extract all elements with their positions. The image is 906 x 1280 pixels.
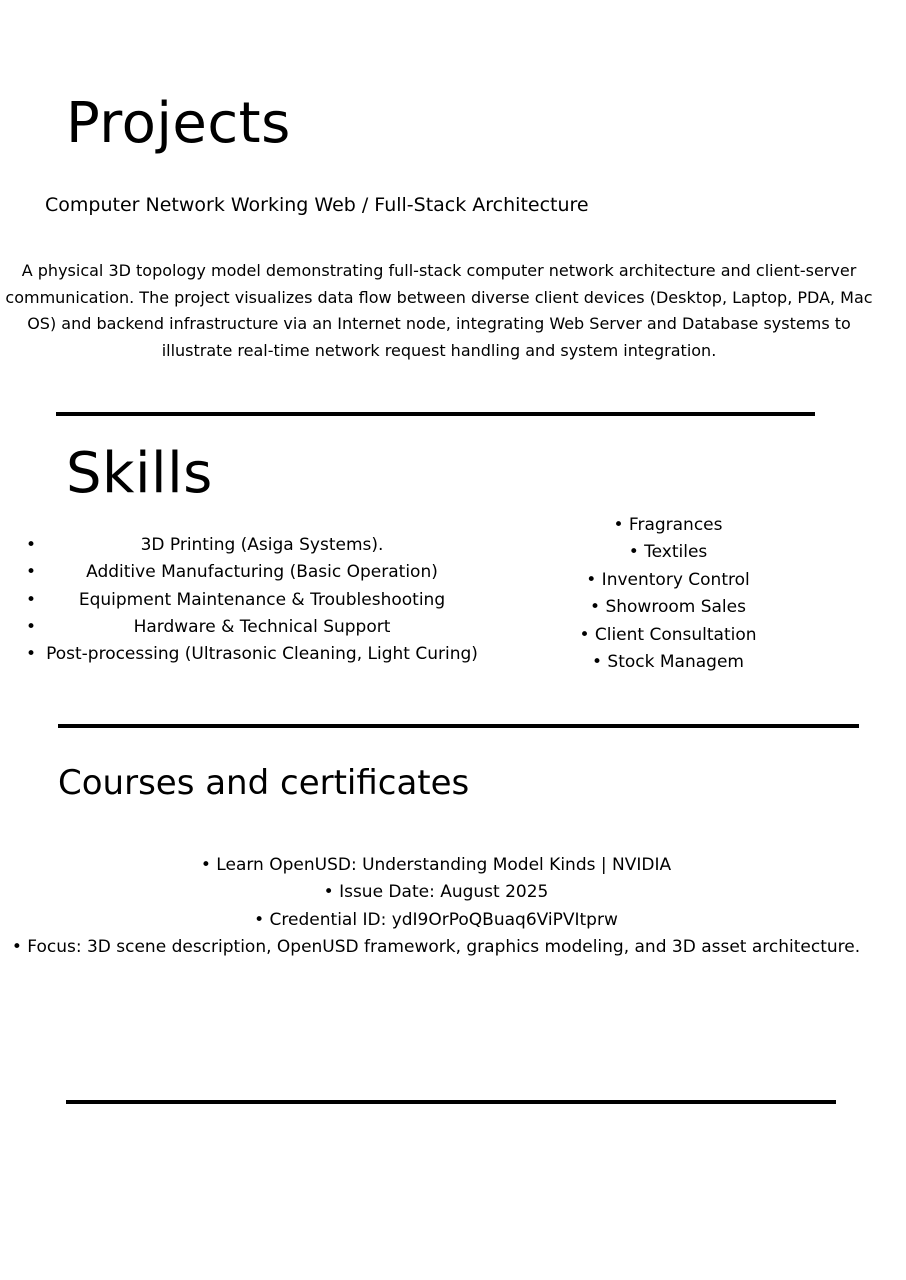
list-item: • Post-processing (Ultrasonic Cleaning, Light Curing) <box>20 641 490 668</box>
list-item: • Additive Manufacturing (Basic Operation) <box>20 559 490 586</box>
retail-skills-list <box>548 512 788 676</box>
project-subtitle: Computer Network Working Web / Full-Stack Architecture <box>45 194 589 216</box>
section-divider <box>66 1100 836 1104</box>
courses-list <box>0 852 872 961</box>
bullet-icon: • <box>26 616 37 637</box>
bullet-icon: • <box>26 589 37 610</box>
list-item: • Credential ID: ydI9OrPoQBuaq6ViPVItprw <box>254 909 618 930</box>
bullet-icon: • <box>26 644 37 665</box>
courses-heading: Courses and certificates <box>58 763 470 803</box>
list-item: • Learn OpenUSD: Understanding Model Kinds | NVIDIA <box>200 855 672 875</box>
list-item: • Inventory Control <box>586 569 750 590</box>
list-item: • Fragrances <box>613 515 723 535</box>
section-divider <box>56 412 815 416</box>
technical-skills-list <box>20 532 490 668</box>
list-item: • Focus: 3D scene description, OpenUSD framework, graphics modeling, and 3D asset architecture. <box>11 936 861 957</box>
bullet-icon: • <box>26 562 37 583</box>
list-item: • Showroom Sales <box>590 597 746 618</box>
list-item: • Issue Date: August 2025 <box>323 882 549 903</box>
list-item: • Stock Managem <box>592 652 744 673</box>
project-description: A physical 3D topology model demonstrating full-stack computer network architecture and client-server communication. The project visualizes data flow between diverse client devices (Desktop, Laptop, PDA, Mac OS) and backend infrastructure via an Internet node, integrating Web Server and Database systems to illustrate real-time network request handling and system integration. <box>5 261 873 360</box>
list-item: • Textiles <box>628 542 708 563</box>
list-item: • 3D Printing (Asiga Systems). <box>20 532 490 559</box>
skills-heading: Skills <box>66 441 213 506</box>
projects-heading: Projects <box>66 91 291 156</box>
list-item: • Client Consultation <box>579 624 757 645</box>
list-item: • Hardware & Technical Support <box>20 614 490 641</box>
list-item: • Equipment Maintenance & Troubleshooting <box>20 587 490 614</box>
bullet-icon: • <box>26 535 37 555</box>
section-divider <box>58 724 859 728</box>
